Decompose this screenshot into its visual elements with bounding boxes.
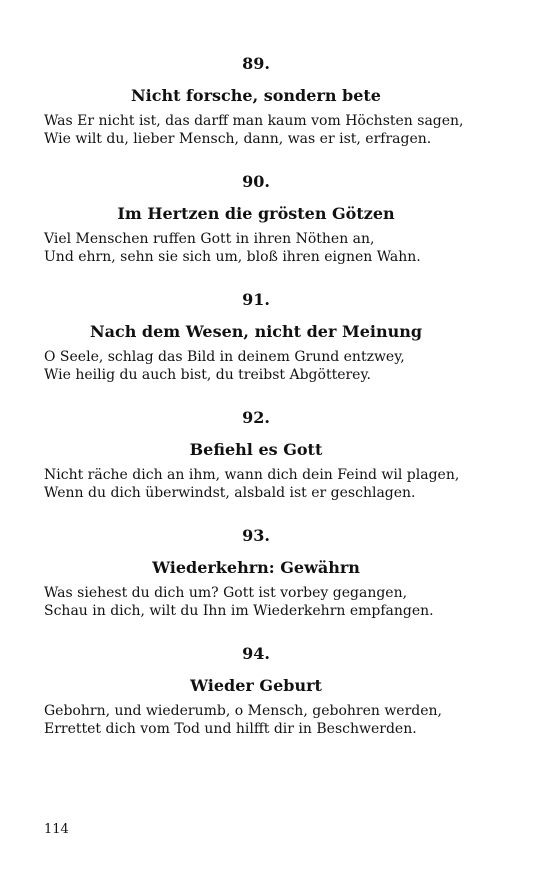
verse-line: Wie heilig du auch bist, du treibst Abgötterey.: [44, 367, 371, 383]
epigram-90: [44, 172, 468, 266]
verse-line: Und ehrn, sehn sie sich um, bloß ihren eignen Wahn.: [44, 249, 421, 265]
epigram-94: [44, 644, 468, 738]
epigram-93: [44, 526, 468, 620]
verse-line: Nicht räche dich an ihm, wann dich dein Feind wil plagen,: [44, 467, 460, 483]
epigram-number: 89.: [242, 54, 270, 73]
page-number: 114: [44, 822, 69, 837]
epigram-89: [44, 54, 468, 148]
epigram-title: Nicht forsche, sondern bete: [131, 86, 381, 105]
epigram-number: 91.: [242, 290, 270, 309]
verse-line: Wenn du dich überwindst, alsbald ist er geschlagen.: [44, 485, 416, 501]
epigram-number: 94.: [242, 644, 270, 663]
verse-line: Errettet dich vom Tod und hilfft dir in Beschwerden.: [44, 721, 417, 737]
epigram-number: 90.: [242, 172, 270, 191]
poem-page: [44, 54, 468, 762]
verse-line: Gebohrn, und wiederumb, o Mensch, gebohren werden,: [44, 703, 443, 719]
epigram-title: Wieder Geburt: [190, 676, 322, 695]
epigram-title: Nach dem Wesen, nicht der Meinung: [89, 322, 423, 341]
epigram-92: [44, 408, 468, 502]
verse-line: Wie wilt du, lieber Mensch, dann, was er ist, erfragen.: [44, 131, 432, 147]
verse-line: Was Er nicht ist, das darff man kaum vom Höchsten sagen,: [44, 113, 464, 129]
verse-line: Schau in dich, wilt du Ihn im Wiederkehrn empfangen.: [44, 603, 434, 619]
verse-line: Was siehest du dich um? Gott ist vorbey gegangen,: [44, 585, 408, 601]
epigram-title: Befiehl es Gott: [189, 440, 323, 459]
epigram-title: Wiederkehrn: Gewährn: [152, 558, 360, 577]
epigram-number: 93.: [242, 526, 270, 545]
verse-line: Viel Menschen ruffen Gott in ihren Nöthen an,: [44, 231, 375, 247]
epigram-number: 92.: [242, 408, 270, 427]
verse-line: O Seele, schlag das Bild in deinem Grund entzwey,: [44, 349, 405, 365]
epigram-91: [44, 290, 468, 384]
epigram-title: Im Hertzen die grösten Götzen: [117, 204, 395, 223]
